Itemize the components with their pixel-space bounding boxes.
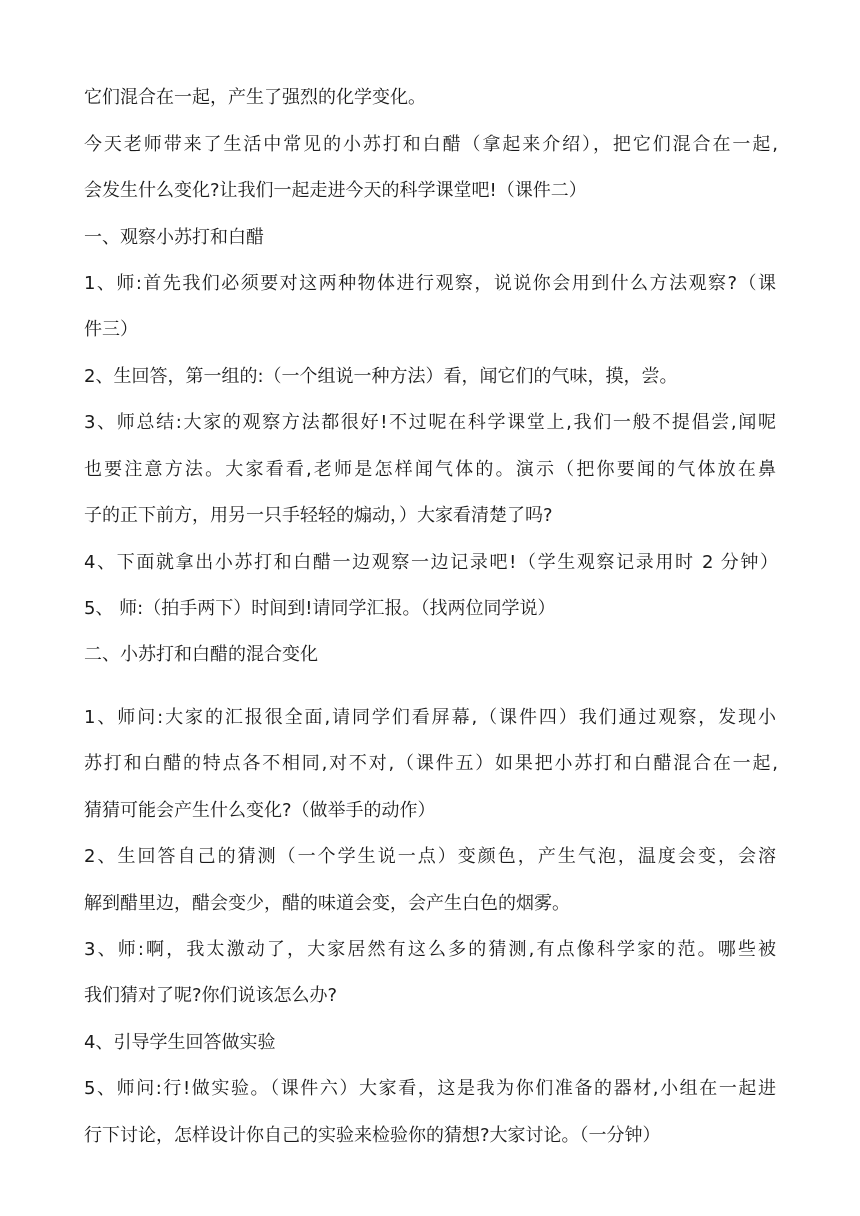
text-line: 4、下面就拿出小苏打和白醋一边观察一边记录吧!（学生观察记录用时 2 分钟） <box>84 552 778 573</box>
text-line: 2、生回答自己的猜测（一个学生说一点）变颜色，产生气泡，温度会变，会溶 <box>84 846 776 867</box>
text-line: 4、引导学生回答做实验 <box>84 1032 276 1053</box>
text-line: 2、生回答，第一组的:（一个组说一种方法）看，闻它们的气味，摸，尝。 <box>84 366 678 387</box>
text-line: 也要注意方法。大家看看,老师是怎样闻气体的。演示（把你要闻的气体放在鼻 <box>84 459 776 480</box>
text-line: 我们猜对了呢?你们说该怎么办? <box>84 985 338 1006</box>
section-heading: 一、观察小苏打和白醋 <box>84 227 264 248</box>
text-line: 5、师问:行!做实验。（课件六）大家看，这是我为你们准备的器材,小组在一起进 <box>84 1078 776 1099</box>
text-line: 件三） <box>84 319 138 340</box>
text-line: 苏打和白醋的特点各不相同,对不对,（课件五）如果把小苏打和白醋混合在一起, <box>84 753 778 774</box>
text-line: 它们混合在一起，产生了强烈的化学变化。 <box>84 87 426 108</box>
text-line: 1、师:首先我们必须要对这两种物体进行观察，说说你会用到什么方法观察?（课 <box>84 273 776 294</box>
text-line: 3、师:啊，我太激动了，大家居然有这么多的猜测,有点像科学家的范。哪些被 <box>84 939 776 960</box>
text-line: 解到醋里边，醋会变少，醋的味道会变，会产生白色的烟雾。 <box>84 893 570 914</box>
text-line: 会发生什么变化?让我们一起走进今天的科学课堂吧!（课件二） <box>84 180 587 201</box>
text-line: 3、师总结:大家的观察方法都很好!不过呢在科学课堂上,我们一般不提倡尝,闻呢 <box>84 412 776 433</box>
text-line: 1、师问:大家的汇报很全面,请同学们看屏幕,（课件四）我们通过观察，发现小 <box>84 707 776 728</box>
text-line: 猜猜可能会产生什么变化?（做举手的动作） <box>84 800 436 821</box>
text-line: 5、 师:（拍手两下）时间到!请同学汇报。（找两位同学说） <box>84 598 556 619</box>
text-line: 行下讨论，怎样设计你自己的实验来检验你的猜想?大家讨论。（一分钟） <box>84 1125 661 1146</box>
text-line: 今天老师带来了生活中常见的小苏打和白醋（拿起来介绍），把它们混合在一起, <box>84 134 778 155</box>
text-line: 子的正下前方，用另一只手轻轻的煽动，）大家看清楚了吗? <box>84 505 553 526</box>
section-heading: 二、小苏打和白醋的混合变化 <box>84 644 318 665</box>
